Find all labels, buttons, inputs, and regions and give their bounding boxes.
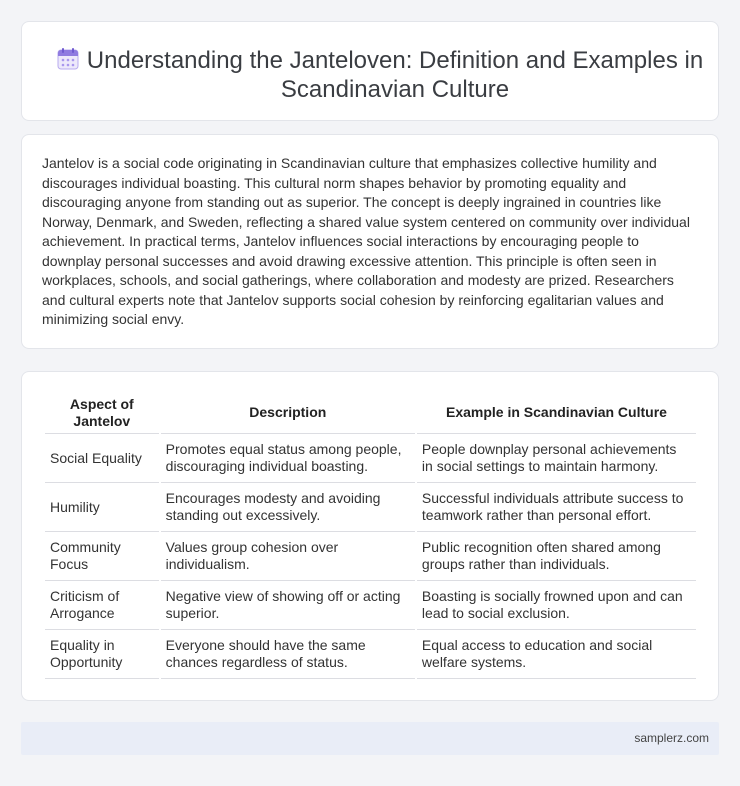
cell-description: Values group cohesion over individualism. (161, 532, 415, 581)
cell-aspect: Criticism of Arrogance (45, 581, 159, 630)
cell-description: Encourages modesty and avoiding standing out excessively. (161, 483, 415, 532)
header-example: Example in Scandinavian Culture (417, 392, 696, 434)
footer-bar (21, 722, 719, 755)
cell-description: Everyone should have the same chances regardless of status. (161, 630, 415, 679)
cell-example: Public recognition often shared among groups rather than individuals. (417, 532, 696, 581)
header-description: Description (161, 392, 415, 434)
table-header-row (45, 392, 696, 434)
table-card (21, 371, 719, 701)
cell-description: Promotes equal status among people, discouraging individual boasting. (161, 434, 415, 483)
page-title: Understanding the Janteloven: Definition and Examples in Scandinavian Culture (86, 47, 704, 103)
header-aspect: Aspect of Jantelov (45, 392, 159, 434)
intro-paragraph: Jantelov is a social code originating in Scandinavian culture that emphasizes collective humility and discourages individual boasting. This cultural norm shapes behavior by promoting equality and discouraging anyone from standing out as superior. The concept is deeply ingrained in countries like Norway, Denmark, and Sweden, reflecting a shared value system centered on community over individual achievement. In practical terms, Jantelov influences social interactions by encouraging people to downplay personal successes and avoid drawing excessive attention. This principle is often seen in workplaces, schools, and social gatherings, where collaboration and modesty are prized. Researchers and cultural experts note that Jantelov supports social cohesion by reinforcing egalitarian values and minimizing social envy. (42, 155, 690, 327)
cell-example: People downplay personal achievements in social settings to maintain harmony. (417, 434, 696, 483)
footer-site-link[interactable]: samplerz.com (634, 731, 709, 745)
cell-example: Equal access to education and social welfare systems. (417, 630, 696, 679)
cell-example: Successful individuals attribute success to teamwork rather than personal effort. (417, 483, 696, 532)
cell-aspect: Equality in Opportunity (45, 630, 159, 679)
table-row (45, 434, 696, 483)
cell-aspect: Humility (45, 483, 159, 532)
table-row (45, 532, 696, 581)
intro-card (21, 134, 719, 349)
jantelov-table (43, 392, 698, 679)
table-row (45, 630, 696, 679)
calendar-icon (56, 47, 80, 71)
cell-aspect: Community Focus (45, 532, 159, 581)
cell-example: Boasting is socially frowned upon and can lead to social exclusion. (417, 581, 696, 630)
cell-aspect: Social Equality (45, 434, 159, 483)
table-row (45, 483, 696, 532)
table-row (45, 581, 696, 630)
cell-description: Negative view of showing off or acting superior. (161, 581, 415, 630)
title-card (21, 21, 719, 121)
